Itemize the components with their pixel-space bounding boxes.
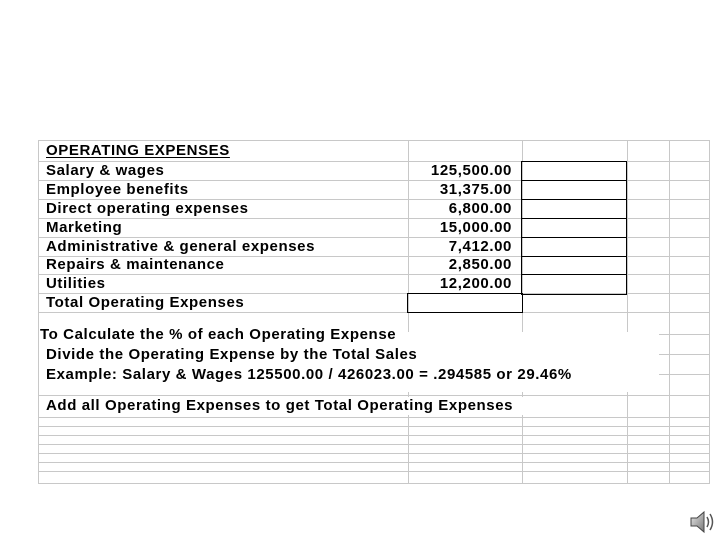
row-value: 125,500.00 [430,162,512,179]
row-value: 31,375.00 [439,181,512,198]
grid-line [38,417,710,418]
grid-line [38,312,710,313]
grid-line [38,462,710,463]
row-label: Salary & wages [46,162,165,179]
grid-line [38,435,710,436]
total-input-box[interactable] [407,293,523,313]
row-label: Marketing [46,219,123,236]
row-value: 12,200.00 [439,275,512,292]
grid-line [38,395,710,396]
grid-line [38,453,710,454]
row-value: 2,850.00 [448,256,512,273]
row-label: Repairs & maintenance [46,256,225,273]
row-value: 15,000.00 [439,219,512,236]
total-label: Total Operating Expenses [46,294,245,311]
grid-line [38,471,710,472]
instruction-line: Example: Salary & Wages 125500.00 / 426023.00 = .294585 or 29.46% [46,366,572,383]
instruction-line: Add all Operating Expenses to get Total Operating Expenses [46,397,514,414]
grid-line [38,426,710,427]
grid-line [38,140,710,141]
spreadsheet [38,140,710,484]
row-value: 7,412.00 [448,238,512,255]
row-label: Direct operating expenses [46,200,249,217]
row-label: Utilities [46,275,106,292]
grid-line [38,483,710,484]
instruction-line: Divide the Operating Expense by the Total Sales [46,346,418,363]
row-label: Administrative & general expenses [46,238,316,255]
row-label: Employee benefits [46,181,189,198]
grid-line [38,444,710,445]
instruction-line: To Calculate the % of each Operating Expense [40,326,397,343]
speaker-icon[interactable] [688,508,718,536]
section-header: OPERATING EXPENSES [46,142,230,159]
row-value: 6,800.00 [448,200,512,217]
